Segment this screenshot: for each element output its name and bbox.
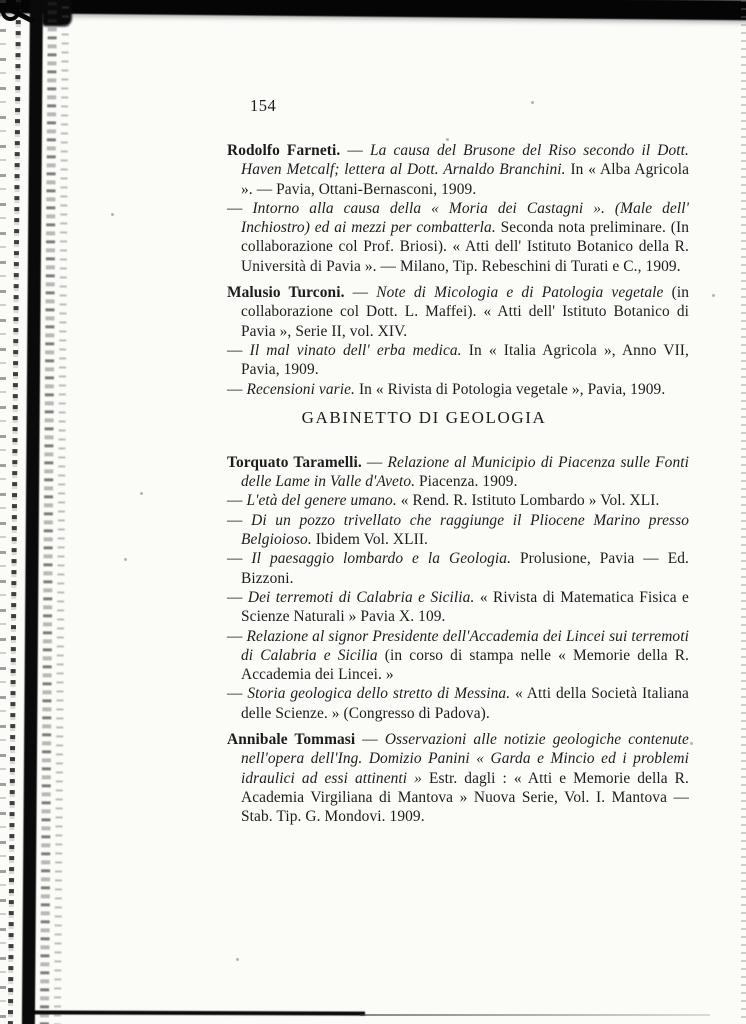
work-title: Il mal vinato dell' erba medica. — [249, 341, 462, 359]
work-title: La causa del Brusone del Riso secondo il Dott. Haven Metcalf; lettera al Dott. Arnaldo Branchini. — [241, 142, 689, 179]
work-title: Il paesaggio lombardo e la Geologia. — [251, 550, 512, 568]
page-content — [227, 96, 689, 827]
bibliography-entry-dash — [227, 199, 689, 276]
work-title: Relazione al Municipio di Piacenza sulle Fonti delle Lame in Valle d'Aveto. — [241, 453, 689, 491]
work-title: Dei terremoti di Calabria e Sicilia. — [247, 588, 475, 606]
entry-text: Estr. dagli : « Atti e Memorie della R. Academia Virgiliana di Mantova » Nuova Serie, Vol. I. Mantova — Stab. Tip. G. Mondovi. 1909. — [241, 769, 689, 826]
entry-text: — — [227, 588, 248, 606]
entry-text: Seconda nota preliminare. (In collaborazione col Prof. Briosi). « Atti dell' Istituto Botanico della R. Università di Pavia ». — Milano, Tip. Rebeschini di Turati e C., 1909. — [241, 219, 689, 275]
scan-speck — [236, 958, 239, 961]
bibliography-entry-dash — [227, 491, 689, 510]
entry-text: In « Italia Agricola », Anno VII, Pavia, 1909. — [241, 341, 689, 379]
scan-artifact-bottom-line-faint — [360, 1014, 710, 1016]
work-title: Recensioni varie. — [246, 380, 355, 398]
scan-speck — [712, 294, 715, 297]
entry-text: « Rivista di Matematica Fisica e Scienze Naturali » Pavia X. 109. — [241, 588, 689, 626]
scan-speck — [124, 558, 127, 561]
entry-text: — — [227, 341, 250, 359]
entry-text: — — [227, 685, 248, 703]
bibliography-entry-author — [227, 141, 689, 199]
binding-streak — [8, 0, 21, 1024]
scan-artifact-top-band — [0, 0, 746, 21]
bibliography-entry-author — [227, 730, 689, 826]
entry-text: — — [227, 627, 247, 645]
author-name: Rodolfo Farneti. — [227, 142, 341, 159]
entry-text: Ibidem Vol. XLII. — [311, 531, 429, 549]
scan-speck — [690, 742, 693, 745]
entry-text: Piacenza. 1909. — [415, 473, 518, 491]
entry-text: — — [361, 453, 388, 471]
bibliography-entry-author — [227, 283, 689, 341]
work-title: Di un pozzo trivellato che raggiunge il Pliocene Marino presso Belgioioso. — [241, 511, 689, 549]
entry-text: In « Alba Agricola ». — Pavia, Ottani-Bernasconi, 1909. — [241, 161, 690, 198]
scan-speck — [111, 213, 114, 216]
scan-artifact-hook — [1, 2, 41, 32]
scan-artifact-bottom-line — [30, 1010, 365, 1015]
work-title: Osservazioni alle notizie geologiche contenute nell'opera dell'Ing. Domizio Panini « Garda e Mincio ed i problemi idraulici ad essi attinenti » — [241, 731, 689, 787]
entry-text: In « Rivista di Potologia vegetale », Pavia, 1909. — [355, 380, 666, 398]
scan-artifact-left-edge — [0, 0, 6, 1024]
scan-speck — [140, 492, 143, 495]
work-title: Relazione al signor Presidente dell'Accademia dei Lincei sui terremoti di Calabria e Sicilia — [241, 627, 689, 664]
entry-text: — — [340, 142, 370, 159]
scan-artifact-binding — [0, 0, 84, 1024]
binding-streak — [22, 0, 43, 1024]
work-title: Intorno alla causa della « Moria dei Castagni ». (Male dell' Inchiostro) ed ai mezzi per combatterla. — [241, 199, 689, 237]
entry-text: — — [227, 380, 247, 398]
entry-text: — — [355, 731, 385, 749]
bibliography-entry-dash — [227, 588, 689, 627]
work-title: Note di Micologia e di Patologia vegetale — [376, 284, 664, 302]
entry-text: — — [344, 284, 377, 302]
author-name: Malusio Turconi. — [227, 284, 345, 302]
entry-text: — — [227, 511, 252, 529]
entry-text: (in collaborazione col Dott. L. Maffei). « Atti dell' Istituto Botanico di Pavia », Serie II, vol. XIV. — [241, 284, 689, 340]
entry-text: « Rend. R. Istituto Lombardo » Vol. XLI. — [396, 492, 660, 510]
author-name: Torquato Taramelli. — [227, 453, 362, 471]
work-title: Storia geologica dello stretto di Messina. — [247, 685, 511, 703]
entry-text: — — [227, 550, 252, 568]
bibliography-entry-dash — [227, 549, 689, 588]
work-title: L'età del genere umano. — [246, 492, 397, 510]
entry-text: « Atti della Società Italiana delle Scienze. » (Congresso di Padova). — [241, 685, 689, 722]
entry-text: Prolusione, Pavia — Ed. Bizzoni. — [241, 550, 689, 587]
bibliography-section-botany — [227, 141, 689, 399]
bibliography-entry-dash — [227, 684, 689, 723]
bibliography-entry-author — [227, 453, 689, 492]
bibliography-entry-dash — [227, 380, 689, 399]
section-heading: GABINETTO DI GEOLOGIA — [301, 407, 547, 427]
binding-streak — [54, 6, 69, 1024]
bibliography-entry-dash — [227, 511, 689, 550]
entry-text: — — [227, 199, 253, 217]
bibliography-entry-dash — [227, 627, 689, 685]
bibliography-entry-dash — [227, 341, 689, 380]
bibliography-section-geology — [227, 453, 689, 827]
entry-text: — — [227, 492, 247, 510]
scan-artifact-right-edge — [741, 0, 746, 1024]
entry-text: (in corso di stampa nelle « Memorie della R. Accademia dei Lincei. » — [241, 646, 690, 684]
page-number: 154 — [250, 96, 277, 115]
author-name: Annibale Tommasi — [227, 731, 356, 749]
